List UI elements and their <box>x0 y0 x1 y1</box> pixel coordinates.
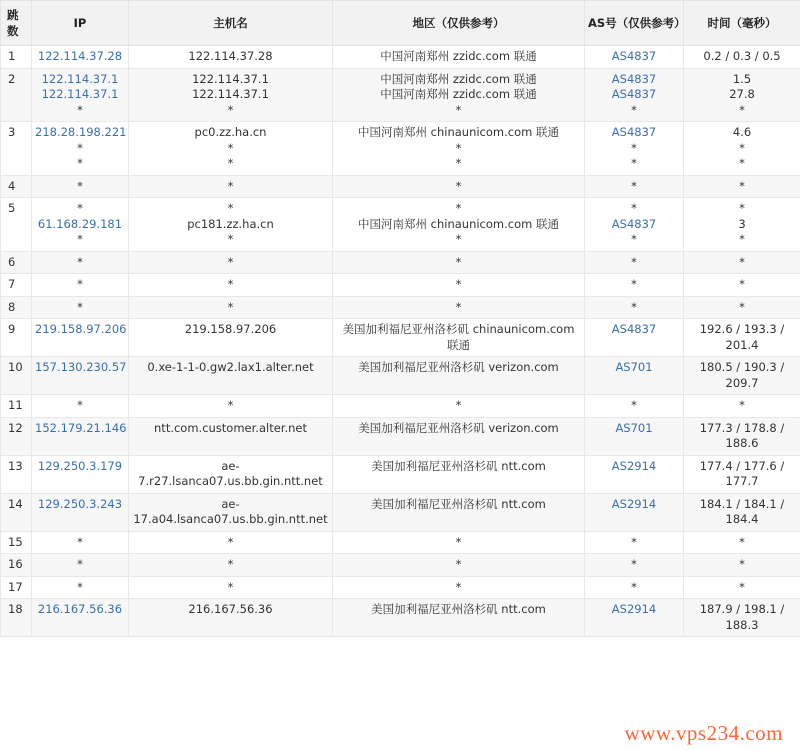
hostname-cell <box>129 296 333 319</box>
region-cell <box>333 319 585 357</box>
as-text: * <box>631 299 637 314</box>
hostname-text: * <box>227 277 234 291</box>
time-text: 1.5 <box>732 71 752 86</box>
as-link[interactable]: AS701 <box>615 420 653 435</box>
as-cell <box>585 175 684 198</box>
region-cell <box>333 599 585 637</box>
hop-number: 7 <box>1 274 32 297</box>
region-text: * <box>455 277 462 291</box>
hostname-text: * <box>227 557 234 571</box>
time-cell <box>684 296 800 319</box>
region-text: * <box>455 557 462 571</box>
region-cell <box>333 576 585 599</box>
time-text: * <box>739 277 745 291</box>
as-link[interactable]: AS4837 <box>611 71 657 86</box>
region-text: * <box>455 254 462 269</box>
time-text: * <box>739 299 745 314</box>
ip-text: * <box>77 102 83 117</box>
hop-number: 11 <box>1 395 32 418</box>
region-text: 联通 <box>447 337 470 352</box>
ip-link[interactable]: 61.168.29.181 <box>37 216 123 231</box>
region-cell <box>333 554 585 577</box>
hostname-text: ae- <box>221 496 240 511</box>
as-cell <box>585 357 684 395</box>
hostname-text: 0.xe-1-1-0.gw2.lax1.alter.net <box>147 360 314 374</box>
ip-text: * <box>77 534 83 549</box>
site-watermark: www.vps234.com <box>622 721 786 746</box>
time-text: * <box>739 232 745 246</box>
hostname-text: 122.114.37.1 <box>192 71 269 86</box>
table-row <box>1 455 800 493</box>
ip-cell <box>32 554 129 577</box>
region-text: 美国加利福尼亚州洛杉矶 verizon.com <box>358 360 559 374</box>
hop-number: 15 <box>1 531 32 554</box>
hostname-text: * <box>227 254 234 269</box>
as-text: * <box>631 398 637 412</box>
as-cell <box>585 296 684 319</box>
region-cell <box>333 455 585 493</box>
time-cell <box>684 395 800 418</box>
as-cell <box>585 274 684 297</box>
time-cell <box>684 122 800 176</box>
time-text: 4.6 <box>732 125 752 139</box>
hostname-text: * <box>227 579 234 594</box>
hop-number: 14 <box>1 493 32 531</box>
ip-cell <box>32 46 129 69</box>
time-text: * <box>739 178 745 193</box>
table-row <box>1 417 800 455</box>
as-text: * <box>631 254 637 269</box>
as-text: * <box>631 534 637 549</box>
hostname-cell <box>129 599 333 637</box>
time-text: 188.6 <box>725 436 759 450</box>
time-cell <box>684 175 800 198</box>
time-text: 209.7 <box>725 375 759 390</box>
hop-number: 12 <box>1 417 32 455</box>
region-cell <box>333 357 585 395</box>
hostname-text: * <box>227 534 234 549</box>
header-ip: IP <box>32 1 129 46</box>
region-text: 美国加利福尼亚州洛杉矶 ntt.com <box>371 602 546 616</box>
time-text: 201.4 <box>725 337 759 352</box>
time-text: * <box>739 102 745 117</box>
hostname-cell <box>129 493 333 531</box>
time-text: * <box>739 398 745 412</box>
as-link[interactable]: AS4837 <box>611 216 657 231</box>
ip-link[interactable]: 157.130.230.57 <box>35 360 127 374</box>
ip-text: * <box>77 156 83 170</box>
time-cell <box>684 198 800 252</box>
ip-link[interactable]: 216.167.56.36 <box>37 602 123 616</box>
time-text: 27.8 <box>729 87 755 101</box>
hostname-text: 17.a04.lsanca07.us.bb.gin.ntt.net <box>133 512 328 526</box>
as-link[interactable]: AS4837 <box>611 125 657 139</box>
hostname-cell <box>129 531 333 554</box>
hostname-text: * <box>227 102 234 117</box>
ip-link[interactable]: 219.158.97.206 <box>35 322 127 336</box>
time-cell <box>684 319 800 357</box>
time-cell <box>684 599 800 637</box>
time-cell <box>684 46 800 69</box>
time-text: 3 <box>738 216 746 231</box>
hostname-cell <box>129 455 333 493</box>
as-text: * <box>631 232 637 246</box>
time-text: 187.9 / 198.1 / 188.3 <box>699 602 785 632</box>
table-header-row <box>1 1 800 46</box>
region-cell <box>333 198 585 252</box>
hostname-text: * <box>227 201 234 215</box>
header-host: 主机名 <box>129 1 333 46</box>
header-region: 地区（仅供参考） <box>333 1 585 46</box>
as-cell <box>585 531 684 554</box>
hostname-text: pc181.zz.ha.cn <box>187 216 274 231</box>
ip-link[interactable]: 129.250.3.179 <box>37 458 123 473</box>
hop-number: 1 <box>1 46 32 69</box>
ip-cell <box>32 395 129 418</box>
region-text: * <box>455 299 462 314</box>
time-text: 180.5 / 190.3 / <box>699 360 785 374</box>
region-cell <box>333 493 585 531</box>
hop-number: 5 <box>1 198 32 252</box>
table-row <box>1 395 800 418</box>
hostname-cell <box>129 251 333 274</box>
ip-link[interactable]: 122.114.37.28 <box>37 49 123 63</box>
hostname-cell <box>129 46 333 69</box>
hostname-text: ntt.com.customer.alter.net <box>154 420 307 435</box>
ip-text: * <box>77 579 83 594</box>
ip-cell <box>32 251 129 274</box>
hostname-cell <box>129 319 333 357</box>
as-link[interactable]: AS2914 <box>611 496 657 511</box>
ip-cell <box>32 599 129 637</box>
as-text: * <box>631 156 637 170</box>
region-text: 中国河南郑州 zzidc.com 联通 <box>380 49 537 63</box>
ip-cell <box>32 122 129 176</box>
time-text: 177.4 / 177.6 / <box>699 458 785 473</box>
table-row <box>1 175 800 198</box>
hop-number: 17 <box>1 576 32 599</box>
time-text: 184.1 / 184.1 / <box>699 496 785 511</box>
as-cell <box>585 395 684 418</box>
hostname-cell <box>129 395 333 418</box>
time-cell <box>684 274 800 297</box>
ip-link[interactable]: 152.179.21.146 <box>35 420 127 435</box>
region-cell <box>333 175 585 198</box>
as-link[interactable]: AS701 <box>615 360 653 374</box>
region-text: * <box>455 102 462 117</box>
as-cell <box>585 122 684 176</box>
ip-cell <box>32 417 129 455</box>
ip-text: * <box>77 557 83 571</box>
hostname-text: * <box>227 398 234 412</box>
hostname-cell <box>129 274 333 297</box>
table-row <box>1 493 800 531</box>
ip-text: * <box>77 299 83 314</box>
hostname-text: 122.114.37.28 <box>188 49 273 63</box>
ip-link[interactable]: 122.114.37.1 <box>41 87 119 101</box>
as-text: * <box>631 277 637 291</box>
region-cell <box>333 296 585 319</box>
region-text: 中国河南郑州 chinaunicom.com 联通 <box>357 125 559 139</box>
region-text: 中国河南郑州 zzidc.com 联通 <box>380 71 537 86</box>
hop-number: 18 <box>1 599 32 637</box>
table-row <box>1 46 800 69</box>
hop-number: 9 <box>1 319 32 357</box>
header-as: AS号（仅供参考） <box>585 1 684 46</box>
hop-number: 3 <box>1 122 32 176</box>
hostname-text: * <box>227 232 234 246</box>
as-text: * <box>631 579 637 594</box>
table-body <box>1 46 800 637</box>
time-text: * <box>739 557 745 571</box>
region-cell <box>333 46 585 69</box>
hop-number: 4 <box>1 175 32 198</box>
region-text: 美国加利福尼亚州洛杉矶 ntt.com <box>371 458 546 473</box>
time-cell <box>684 493 800 531</box>
as-link[interactable]: AS2914 <box>611 458 657 473</box>
region-text: * <box>455 579 462 594</box>
as-cell <box>585 198 684 252</box>
ip-cell <box>32 455 129 493</box>
hostname-cell <box>129 554 333 577</box>
ip-cell <box>32 493 129 531</box>
as-cell <box>585 599 684 637</box>
as-cell <box>585 417 684 455</box>
time-cell <box>684 251 800 274</box>
ip-cell <box>32 531 129 554</box>
time-text: 177.3 / 178.8 / <box>699 420 785 435</box>
as-link[interactable]: AS4837 <box>611 49 657 63</box>
region-text: 美国加利福尼亚州洛杉矶 chinaunicom.com <box>342 322 575 336</box>
ip-text: * <box>77 254 83 269</box>
time-text: * <box>739 579 745 594</box>
table-row <box>1 251 800 274</box>
table-row <box>1 319 800 357</box>
hostname-cell <box>129 576 333 599</box>
time-cell <box>684 576 800 599</box>
region-cell <box>333 531 585 554</box>
ip-cell <box>32 198 129 252</box>
time-text: 177.7 <box>725 474 759 488</box>
time-text: * <box>739 534 745 549</box>
time-cell <box>684 531 800 554</box>
as-cell <box>585 251 684 274</box>
table-row <box>1 68 800 122</box>
time-cell <box>684 357 800 395</box>
hop-number: 6 <box>1 251 32 274</box>
ip-text: * <box>77 201 83 215</box>
hostname-text: * <box>227 140 234 155</box>
hostname-cell <box>129 198 333 252</box>
ip-cell <box>32 576 129 599</box>
region-cell <box>333 68 585 122</box>
time-cell <box>684 68 800 122</box>
region-text: * <box>455 534 462 549</box>
table-row <box>1 274 800 297</box>
time-text: 184.4 <box>725 512 759 526</box>
ip-text: * <box>77 232 83 246</box>
as-cell <box>585 319 684 357</box>
hop-number: 2 <box>1 68 32 122</box>
hop-number: 10 <box>1 357 32 395</box>
hostname-text: 216.167.56.36 <box>188 602 273 616</box>
region-text: * <box>455 232 462 246</box>
as-text: * <box>631 102 637 117</box>
region-text: * <box>455 140 462 155</box>
ip-text: * <box>77 277 83 291</box>
as-link[interactable]: AS4837 <box>611 322 657 336</box>
hostname-cell <box>129 417 333 455</box>
as-cell <box>585 68 684 122</box>
hostname-cell <box>129 122 333 176</box>
as-text: * <box>631 557 637 571</box>
ip-cell <box>32 68 129 122</box>
time-text: * <box>739 201 745 215</box>
region-cell <box>333 274 585 297</box>
region-cell <box>333 122 585 176</box>
as-cell <box>585 493 684 531</box>
hostname-text: pc0.zz.ha.cn <box>194 125 267 139</box>
hostname-text: 122.114.37.1 <box>192 87 269 101</box>
table-row <box>1 296 800 319</box>
ip-link[interactable]: 122.114.37.1 <box>41 71 119 86</box>
ip-cell <box>32 319 129 357</box>
as-link[interactable]: AS2914 <box>611 602 657 616</box>
hostname-text: * <box>227 299 234 314</box>
header-hop: 跳数 <box>1 1 32 46</box>
region-text: * <box>455 201 462 215</box>
hostname-cell <box>129 357 333 395</box>
as-text: * <box>631 201 637 215</box>
ip-link[interactable]: 218.28.198.221 <box>35 125 127 139</box>
hostname-text: 219.158.97.206 <box>184 322 277 336</box>
hostname-text: * <box>227 156 234 170</box>
region-text: 美国加利福尼亚州洛杉矶 verizon.com <box>358 420 559 435</box>
as-cell <box>585 46 684 69</box>
hop-number: 8 <box>1 296 32 319</box>
time-text: 0.2 / 0.3 / 0.5 <box>703 49 781 63</box>
as-cell <box>585 455 684 493</box>
time-text: 192.6 / 193.3 / <box>699 322 785 336</box>
table-row <box>1 599 800 637</box>
ip-text: * <box>77 178 83 193</box>
ip-text: * <box>77 140 83 155</box>
ip-link[interactable]: 129.250.3.243 <box>37 496 123 511</box>
time-cell <box>684 417 800 455</box>
region-text: 中国河南郑州 chinaunicom.com 联通 <box>357 216 559 231</box>
region-cell <box>333 417 585 455</box>
time-cell <box>684 455 800 493</box>
region-text: 中国河南郑州 zzidc.com 联通 <box>380 87 537 101</box>
table-row <box>1 531 800 554</box>
ip-cell <box>32 296 129 319</box>
time-cell <box>684 554 800 577</box>
as-cell <box>585 576 684 599</box>
time-text: * <box>739 156 745 170</box>
ip-cell <box>32 274 129 297</box>
ip-text: * <box>77 398 83 412</box>
region-text: * <box>455 156 462 170</box>
table-row <box>1 122 800 176</box>
region-text: * <box>455 178 462 193</box>
header-time: 时间（毫秒） <box>684 1 800 46</box>
region-cell <box>333 251 585 274</box>
time-text: * <box>739 254 745 269</box>
as-link[interactable]: AS4837 <box>611 87 657 101</box>
ip-cell <box>32 357 129 395</box>
hop-number: 13 <box>1 455 32 493</box>
table-row <box>1 554 800 577</box>
as-text: * <box>631 140 637 155</box>
hop-number: 16 <box>1 554 32 577</box>
as-cell <box>585 554 684 577</box>
table-row <box>1 198 800 252</box>
ip-cell <box>32 175 129 198</box>
hostname-text: ae-7.r27.lsanca07.us.bb.gin.ntt.net <box>138 458 323 488</box>
table-row <box>1 357 800 395</box>
table-row <box>1 576 800 599</box>
time-text: * <box>739 140 745 155</box>
hostname-text: * <box>227 178 234 193</box>
hostname-cell <box>129 175 333 198</box>
region-text: 美国加利福尼亚州洛杉矶 ntt.com <box>371 496 546 511</box>
hostname-cell <box>129 68 333 122</box>
region-text: * <box>455 398 462 412</box>
as-text: * <box>631 178 637 193</box>
region-cell <box>333 395 585 418</box>
